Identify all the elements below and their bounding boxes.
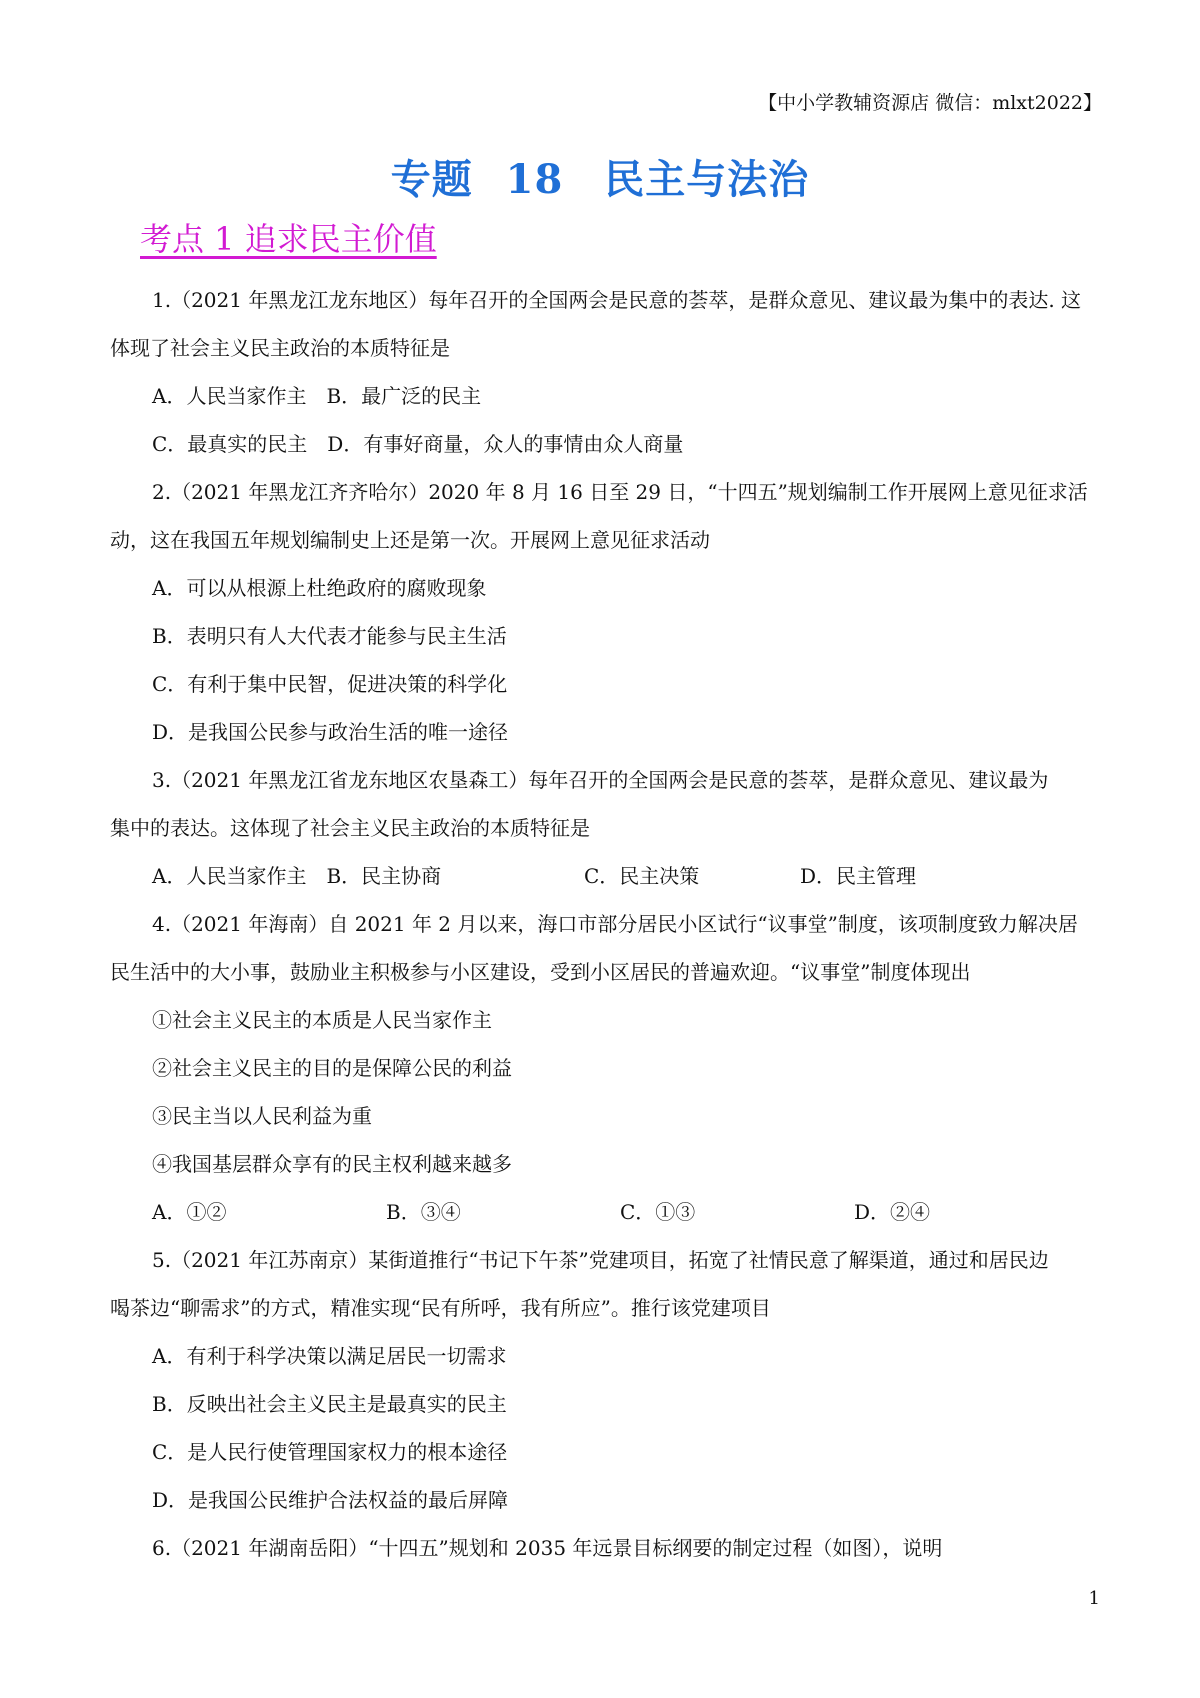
question-5-stem-line-1: 5.（2021 年江苏南京）某街道推行“书记下午茶”党建项目，拓宽了社情民意了解渠道，通过和居民边 xyxy=(152,1248,1049,1272)
question-2-stem-line-2: 动，这在我国五年规划编制史上还是第一次。开展网上意见征求活动 xyxy=(110,528,710,552)
page-number: 1 xyxy=(1088,1588,1100,1609)
question-4-statement-1: ①社会主义民主的本质是人民当家作主 xyxy=(152,1008,492,1032)
question-2-stem-line-1: 2.（2021 年黑龙江齐齐哈尔）2020 年 8 月 16 日至 29 日，“十四五”规划编制工作开展网上意见征求活 xyxy=(152,480,1088,504)
question-5-option-a: A．有利于科学决策以满足居民一切需求 xyxy=(152,1344,507,1368)
question-1-options-line-1: A．人民当家作主 B．最广泛的民主 xyxy=(152,384,482,408)
question-4-option-d: D．②④ xyxy=(854,1200,931,1224)
question-3-stem-line-2: 集中的表达。这体现了社会主义民主政治的本质特征是 xyxy=(110,816,590,840)
question-3-option-d: D．民主管理 xyxy=(800,864,917,888)
question-5-stem-line-2: 喝茶边“聊需求”的方式，精准实现“民有所呼，我有所应”。推行该党建项目 xyxy=(110,1296,771,1320)
question-1-options-line-2: C．最真实的民主 D．有事好商量，众人的事情由众人商量 xyxy=(152,432,684,456)
question-5-option-c: C．是人民行使管理国家权力的根本途径 xyxy=(152,1440,508,1464)
question-list xyxy=(110,276,1100,1572)
header-note: 【中小学教辅资源店 微信：mlxt2022】 xyxy=(758,92,1102,114)
question-4-options xyxy=(110,1188,1100,1236)
question-3-option-c: C．民主决策 xyxy=(584,864,700,888)
question-4-option-c: C．①③ xyxy=(620,1200,696,1224)
question-5-option-b: B．反映出社会主义民主是最真实的民主 xyxy=(152,1392,507,1416)
question-4-option-a: A．①② xyxy=(152,1200,227,1224)
question-2-option-a: A．可以从根源上杜绝政府的腐败现象 xyxy=(152,576,487,600)
question-3-options xyxy=(110,852,1100,900)
question-4-stem-line-1: 4.（2021 年海南）自 2021 年 2 月以来，海口市部分居民小区试行“议事堂”制度，该项制度致力解决居 xyxy=(152,912,1078,936)
question-4-statement-3: ③民主当以人民利益为重 xyxy=(152,1104,372,1128)
question-2-option-d: D．是我国公民参与政治生活的唯一途径 xyxy=(152,720,509,744)
question-4-statement-4: ④我国基层群众享有的民主权利越来越多 xyxy=(152,1152,512,1176)
question-3-option-ab: A．人民当家作主 B．民主协商 xyxy=(152,864,442,888)
question-2-option-c: C．有利于集中民智，促进决策的科学化 xyxy=(152,672,508,696)
question-6-stem-line-1: 6.（2021 年湖南岳阳）“十四五”规划和 2035 年远景目标纲要的制定过程（如图），说明 xyxy=(152,1536,943,1560)
question-3-stem-line-1: 3.（2021 年黑龙江省龙东地区农垦森工）每年召开的全国两会是民意的荟萃，是群众意见、建议最为 xyxy=(152,768,1049,792)
section-heading: 考点 1 追求民主价值 xyxy=(140,220,437,258)
question-1-stem-line-2: 体现了社会主义民主政治的本质特征是 xyxy=(110,336,450,360)
question-1-stem-line-1: 1.（2021 年黑龙江龙东地区）每年召开的全国两会是民意的荟萃，是群众意见、建议最为集中的表达. 这 xyxy=(152,288,1082,312)
question-2-option-b: B．表明只有人大代表才能参与民主生活 xyxy=(152,624,507,648)
question-4-option-b: B．③④ xyxy=(386,1200,461,1224)
page-title: 专题 18 民主与法治 xyxy=(390,156,810,203)
question-4-statement-2: ②社会主义民主的目的是保障公民的利益 xyxy=(152,1056,512,1080)
question-5-option-d: D．是我国公民维护合法权益的最后屏障 xyxy=(152,1488,509,1512)
question-4-stem-line-2: 民生活中的大小事，鼓励业主积极参与小区建设，受到小区居民的普遍欢迎。“议事堂”制度体现出 xyxy=(110,960,971,984)
